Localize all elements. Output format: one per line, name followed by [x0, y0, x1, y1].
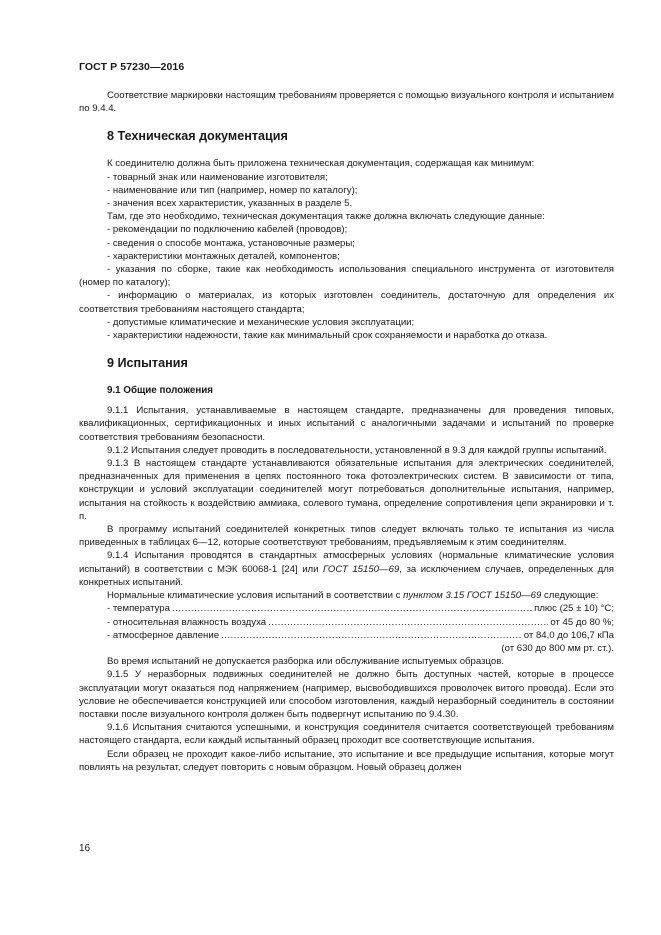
paragraph: Соответствие маркировки настоящим требованиям проверяется с помощью визуального контроля и испытанием по 9.4.4. [79, 90, 614, 115]
dot-leader [268, 616, 548, 629]
list-item: - характеристики монтажных деталей, компонентов; [107, 250, 340, 262]
text-run: Нормальные климатические условия испытаний в соответствии с [107, 590, 404, 602]
dot-leader [221, 629, 522, 642]
paragraph [79, 589, 614, 602]
condition-label: - температура [107, 603, 170, 615]
list-item: - сведения о способе монтажа, установочные размеры; [107, 237, 355, 249]
text-run: , за исключением случаев, определенных для конкретных испытаний. [79, 563, 614, 588]
page-body [79, 89, 614, 774]
section-heading: 8 Техническая документация [107, 129, 288, 144]
list-item: - товарный знак или наименование изготовителя; [107, 171, 328, 183]
text-run: 9.1.4 Испытания проводятся в стандартных атмосферных условиях (нормальные климатические условия испытаний) в соответствии с МЭК 60068-1 [24] или [79, 550, 614, 575]
paragraph: Если образец не проходит какое-либо испытание, это испытание и все предыдущие испытания, которые могут повлиять на результат, следует повторить с новым образцом. Новый образец должен [79, 748, 614, 773]
subsection-heading: 9.1 Общие положения [107, 385, 214, 397]
list-item: - значения всех характеристик, указанных в разделе 5. [107, 198, 353, 210]
paragraph: 9.1.2 Испытания следует проводить в последовательности, установленной в 9.3 для каждой группы испытаний. [107, 444, 607, 456]
paragraph: Во время испытаний не допускается разборка или обслуживание испытуемых образцов. [107, 656, 504, 668]
list-item: - указания по сборке, такие как необходимость использования специального инструмента от изготовителя (номер по каталогу); [79, 264, 614, 289]
condition-note: (от 630 до 800 мм рт. ст.). [501, 642, 614, 654]
standard-reference: пунктом 3.15 ГОСТ 15150—69 [403, 590, 542, 602]
text-run: следующие: [541, 590, 599, 602]
list-item: - информацию о материалах, из которых изготовлен соединитель, достаточную для определения их соответствия требованиям настоящего стандарта; [79, 290, 614, 315]
condition-value: плюс (25 ± 10) °С; [534, 603, 614, 615]
page-number: 16 [79, 843, 91, 854]
section-heading: 9 Испытания [107, 356, 188, 371]
paragraph: 9.1.6 Испытания считаются успешными, и конструкция соединителя считается соответствующей требованиям настоящего стандарта, если каждый испытанный образец проходит все соответствующие испытания. [79, 722, 614, 747]
condition-row [79, 602, 614, 615]
paragraph: 9.1.3 В настоящем стандарте устанавливаются обязательные испытания для электрических соединителей, предназначенных для применения в цепях постоянного тока фотоэлектрических систем. В зависимости от типа, конструкции и условий эксплуатации соединителей могут потребоваться дополнительные испытания, например, испытания на стойкость к воздействию аммиака, солевого тумана, определение сопротивления цепи экранировки и т. п. [79, 458, 614, 522]
paragraph: 9.1.5 У неразборных подвижных соединителей не должно быть доступных частей, которые в процессе эксплуатации могут оказаться под напряжением (например, высвободившихся проволочек витого провода). Если это условие не обеспечивается конструкцией или способом изготовления, каждый неразборный соединитель в состоянии поставки после визуального контроля должен быть подвергнут испытанию по 9.4.30. [79, 669, 614, 720]
dot-leader [172, 602, 532, 615]
paragraph: Там, где это необходимо, техническая документация также должна включать следующие данные: [107, 211, 545, 223]
condition-row [79, 616, 614, 629]
paragraph: К соединителю должна быть приложена техническая документация, содержащая как минимум: [107, 158, 535, 170]
list-item: - допустимые климатические и механические условия эксплуатации; [107, 316, 415, 328]
standard-reference: ГОСТ 15150—69 [323, 563, 400, 575]
paragraph [79, 549, 614, 589]
condition-label: - атмосферное давление [107, 629, 220, 641]
condition-value: от 84,0 до 106,7 кПа [523, 629, 614, 641]
list-item: - наименование или тип (например, номер по каталогу); [107, 184, 358, 196]
condition-value: от 45 до 80 %; [550, 616, 614, 628]
list-item: - рекомендации по подключению кабелей (проводов); [107, 224, 348, 236]
condition-label: - относительная влажность воздуха [107, 616, 267, 628]
paragraph: В программу испытаний соединителей конкретных типов следует включать только те испытания из числа приведенных в таблицах 6—12, которые соответствуют требованиям, предъявляемым к этим соединителям. [79, 524, 614, 549]
paragraph: 9.1.1 Испытания, устанавливаемые в настоящем стандарте, предназначены для проведения типовых, квалификационных, сертификационных и иных испытаний с аналогичными задачами и испытаний по проверке соответствия требованиям безопасности. [79, 405, 614, 443]
list-item: - характеристики надежности, такие как минимальный срок сохраняемости и наработка до отказа. [107, 330, 548, 342]
document-header: ГОСТ Р 57230—2016 [79, 61, 185, 73]
condition-row [79, 629, 614, 642]
